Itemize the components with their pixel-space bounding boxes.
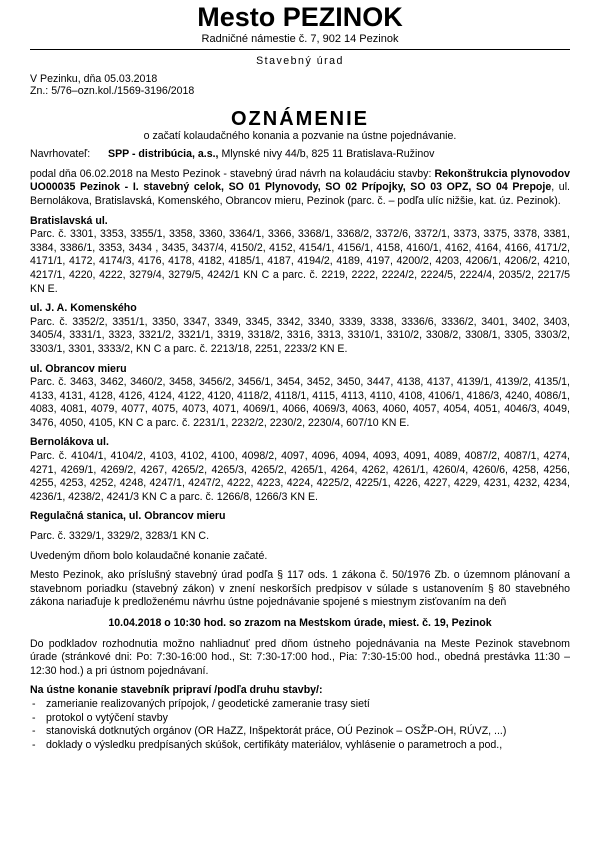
proposer-name: SPP - distribúcia, a.s., bbox=[108, 148, 219, 161]
parcel-list: Parc. č. 3329/1, 3329/2, 3283/1 KN C. bbox=[30, 530, 210, 543]
started-statement: Uvedeným dňom bolo kolaudačné konanie začaté. bbox=[30, 549, 268, 562]
reference-number: Zn.: 5/76–ozn.kol./1569-3196/2018 bbox=[30, 85, 195, 98]
parcel-list: Parc. č. 3463, 3462, 3460/2, 3458, 3456/2, 3456/1, 3454, 3452, 3450, 3447, 4138, 4137, 4139/1, 4139/2, 4135/1, 4133, 4131, 4128, 4126, 4124, 4122, 4120, 4118/2, 4118/1, 4115, 4113, 4110, 4108, 4106/1, 4186/3, 4240, 4086/1, 4083, 4081, 4079, 4077, 4075, 4073, 4071, 4069/1, 4066, 4069/3, 4063, 4060, 4057, 4054, 4051, 4046/3, 4049, 3476, 4050, 4105, KN C a parc. č. 2231/1, 2232/2, 2230/2, 2230/4, 607/10 KN E. bbox=[30, 376, 570, 429]
requirements-title: Na ústne konanie stavebník pripraví /podľa druhu stavby/: bbox=[30, 684, 323, 697]
parcel-list: Parc. č. 4104/1, 4104/2, 4103, 4102, 4100, 4098/2, 4097, 4096, 4094, 4093, 4091, 4089, 4087/2, 4087/1, 4274, 4271, 4269/1, 4269/2, 4267, 4265/2, 4265/3, 4265/2, 4265/1, 4264, 4262, 4261/1, 4260/4, 4260/6, 4258, 4256, 4255, 4253, 4252, 4248, 4247/1, 4247/2, 4222, 4223, 4224, 4225/2, 4225/1, 4226, 4227, 4229, 4231, 4232, 4234, 4236/1, 4238/2, 4241/3 KN C a parc. č. 1266/8, 1266/3 KN E. bbox=[30, 450, 570, 503]
intro-pre: podal dňa 06.02.2018 na Mesto Pezinok - stavebný úrad návrh na kolaudáciu stavby: bbox=[30, 167, 435, 180]
section-title: ul. Obrancov mieru bbox=[30, 362, 127, 375]
section-title: Regulačná stanica, ul. Obrancov mieru bbox=[30, 510, 226, 523]
intro-paragraph bbox=[30, 168, 570, 209]
hearing-date: 10.04.2018 o 10:30 hod. so zrazom na Mestskom úrade, miest. č. 19, Pezinok bbox=[108, 617, 492, 629]
requirements-list bbox=[30, 698, 570, 752]
parcel-list: Parc. č. 3301, 3353, 3355/1, 3358, 3360, 3364/1, 3366, 3368/1, 3368/2, 3372/6, 3372/1, 3373, 3375, 3378, 3381, 3384, 3386/1, 3353, 3434 , 3435, 3437/4, 4150/2, 4152, 4154/1, 4156/1, 4158, 4160/1, 4162, 4164, 4166, 4171/2, 4171/1, 4172, 4174/3, 4176, 4178, 4182, 4185/1, 4187, 4194/2, 4189, 4197, 4200/2, 4203, 4206/1, 4206/2, 4210, 4217/1, 4220, 4222, 3279/4, 3279/5, 4242/1 KN C a parc. č. 2219, 2222, 2224/2, 2224/5, 2224/4, 2035/2, 2217/5 KN E. bbox=[30, 228, 570, 295]
parcel-section-regulacna-stanica bbox=[30, 510, 570, 543]
list-item: - zamerianie realizovaných prípojok, / geodetické zameranie trasy sietí bbox=[30, 698, 570, 712]
city-name: Mesto PEZINOK bbox=[197, 2, 403, 32]
list-item: - stanoviská dotknutých orgánov (OR HaZZ, Inšpektorát práce, OÚ Pezinok – OSŽP-OH, RÚVZ, ...) bbox=[30, 725, 570, 739]
proposer-line bbox=[30, 148, 570, 162]
parcel-section-bratislavska bbox=[30, 215, 570, 297]
section-title: Bernolákova ul. bbox=[30, 436, 109, 449]
section-title: ul. J. A. Komenského bbox=[30, 302, 137, 315]
proposer-label: Navrhovateľ: bbox=[30, 148, 91, 161]
letterhead bbox=[30, 0, 570, 50]
intro-building: Rekonštrukcia plynovodov UO00035 Pezinok - I. stavebný celok, SO 01 Plynovody, SO 02 Prípojky, SO 03 OPZ, SO 04 Prepoje bbox=[30, 167, 570, 194]
parcel-list: Parc. č. 3352/2, 3351/1, 3350, 3347, 3349, 3345, 3342, 3340, 3339, 3338, 3336/6, 3336/2, 3401, 3402, 3403, 3405/4, 3331/1, 3323, 3321/2, 3321/1, 3319, 3318/2, 3316, 3313, 3310/1, 3310/2, 3308/2, 3308/1, 3305, 3303/2, 3303/1, 3301, 3333/2, KN C a parc. č. 2213/18, 2251, 2233/2 KN E. bbox=[30, 315, 570, 355]
list-item: - protokol o vytýčení stavby bbox=[30, 712, 570, 726]
proposer-address: Mlynské nivy 44/b, 825 11 Bratislava-Ružinov bbox=[218, 148, 435, 161]
document-meta bbox=[30, 73, 570, 98]
parcel-section-komenskeho bbox=[30, 302, 570, 356]
legal-paragraph: Mesto Pezinok, ako príslušný stavebný úrad podľa § 117 ods. 1 zákona č. 50/1976 Zb. o územnom plánovaní a stavebnom poriadku (stavebný zákon) v znení neskorších predpisov v súlade s ustanovením § 80 stavebného zákona nariaďuje k predloženému návrhu ústne pojednávanie spojené s miestnym zisťovaním na deň bbox=[30, 569, 570, 609]
intro-post: , ul. Bernolákova, Bratislavská, Komenského, Obrancov mieru, Pezinok (parc. č. – podľa ulíc nižšie, kat. úz. Pezinok). bbox=[30, 181, 570, 207]
city-address: Radničné námestie č. 7, 902 14 Pezinok bbox=[201, 33, 399, 45]
document-subtitle: o začatí kolaudačného konania a pozvanie na ústne pojednávanie. bbox=[143, 129, 457, 142]
office-name: Stavebný úrad bbox=[256, 55, 344, 67]
section-title: Bratislavská ul. bbox=[30, 214, 108, 227]
parcel-section-bernolakova bbox=[30, 436, 570, 504]
list-item: - doklady o výsledku predpísaných skúšok, certifikáty materiálov, vyhlásenie o parametroch a pod., bbox=[30, 739, 570, 753]
parcel-section-obrancov-mieru bbox=[30, 363, 570, 431]
document-title: OZNÁMENIE bbox=[231, 107, 369, 130]
document-date: V Pezinku, dňa 05.03.2018 bbox=[30, 72, 158, 85]
documents-paragraph: Do podkladov rozhodnutia možno nahliadnuť pred dňom ústneho pojednávania na Meste Pezinok stavebnom úrade (stránkové dni: Po: 7:30-16:00 hod., St: 7:30-17:00 hod., Pia: 7:30-15:00 hod., obedná prestávka 11:30 – 12:30 hod.) a pri ústnom pojednávaní. bbox=[30, 637, 570, 677]
